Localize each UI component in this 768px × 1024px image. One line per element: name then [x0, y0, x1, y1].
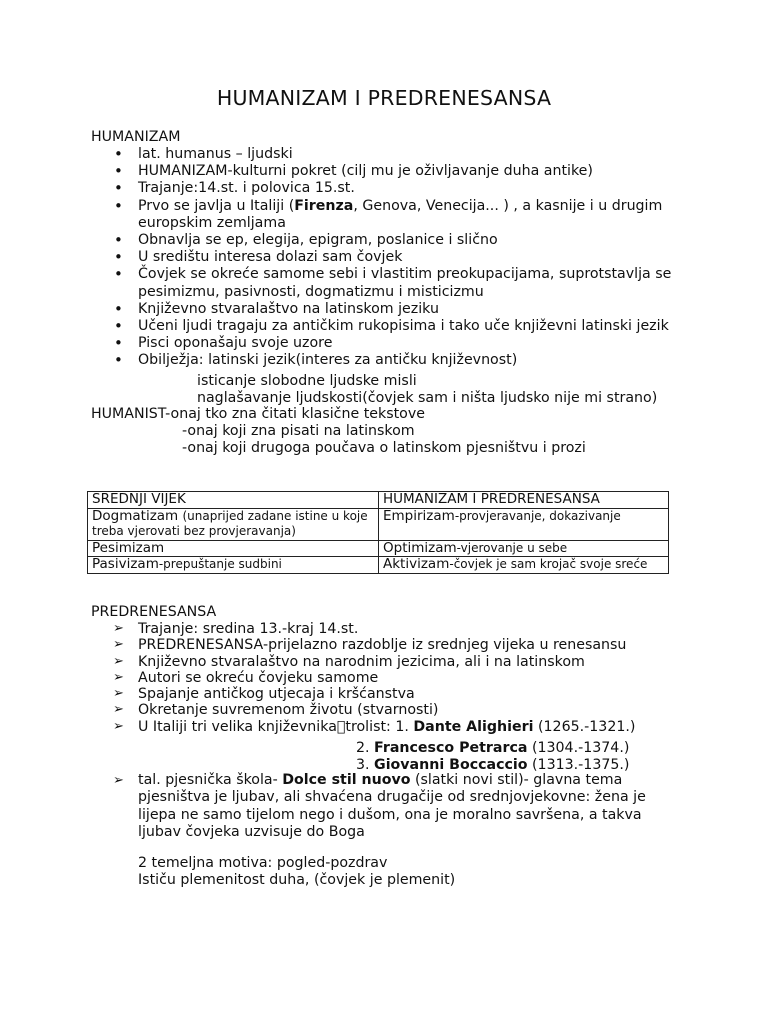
arrow-bullet-icon: ➢: [113, 669, 124, 685]
item-text: PREDRENESANSA-prijelazno razdoblje iz srednjeg vijeka u renesansu: [138, 637, 627, 654]
list-item: • Obnavlja se ep, elegija, epigram, poslanice i slično: [0, 232, 683, 249]
arrow-bullet-icon: ➢: [113, 773, 124, 788]
item-text: (slatki novi stil)- glavna tema pjesništva je ljubav, ali shvaćena drugačije od srednjovjekovne: žena je lijepa ne samo tijelom nego i dušom, ona je moralno savršena, a takva ljubav čovjeka uzvisuje do Boga: [138, 772, 646, 841]
isticu-line: Ističu plemenitost duha, (čovjek je plemenit): [138, 872, 456, 888]
author-years: (1313.-1375.): [527, 757, 630, 773]
list-item: • HUMANIZAM-kulturni pokret (cilj mu je oživljavanje duha antike): [0, 163, 683, 180]
list-item: • Književno stvaralaštvo na latinskom jeziku: [0, 301, 683, 318]
dolce-list: [0, 772, 658, 842]
cell-desc: -prepuštanje sudbini: [158, 557, 282, 571]
arrow-bullet-icon: ➢: [113, 621, 124, 636]
table-cell: [379, 508, 669, 540]
motiva-line: 2 temeljna motiva: pogled-pozdrav: [138, 855, 388, 871]
table-cell: [88, 540, 379, 557]
item-bold: Firenza: [294, 197, 354, 214]
arrow-bullet-icon: ➢: [113, 653, 124, 669]
item-text: , Genova, Venecija... ) , a kasnije i u drugim europskim zemljama: [138, 197, 663, 231]
author-name: Giovanni Boccaccio: [374, 757, 528, 773]
table-header-cell: HUMANIZAM I PREDRENESANSA: [379, 492, 669, 509]
item-text: Književno stvaralaštvo na narodnim jezicima, ali i na latinskom: [138, 653, 585, 670]
section-heading-predrenesansa: PREDRENESANSA: [91, 604, 217, 620]
table-cell: [379, 557, 669, 574]
author-years: (1265.-1321.): [533, 718, 636, 735]
arrow-bullet-icon: ➢: [113, 702, 124, 718]
item-text: tal. pjesnička škola-: [138, 772, 283, 788]
list-item: • Obilježja: latinski jezik(interes za antičku književnost): [0, 352, 683, 369]
cell-desc: -vjerovanje u sebe: [456, 540, 568, 555]
list-item: • U središtu interesa dolazi sam čovjek: [0, 249, 683, 266]
list-item: [0, 719, 683, 735]
list-item: [0, 670, 683, 686]
item-text: U Italiji tri velika književnika: [138, 718, 346, 735]
trolist-item: [356, 757, 629, 773]
trolist-num: 1.: [395, 718, 414, 735]
humanist-line: -onaj koji zna pisati na latinskom: [182, 423, 415, 439]
list-item: [0, 686, 683, 702]
list-item: [0, 772, 658, 842]
table-header-cell: SREDNJI VIJEK: [88, 492, 379, 509]
arrow-bullet-icon: ➢: [113, 637, 124, 653]
table-cell: [88, 508, 379, 540]
cell-desc: -provjeravanje, dokazivanje: [454, 508, 621, 523]
cell-term: Empirizam: [383, 507, 455, 524]
list-item: • Pisci oponašaju svoje uzore: [0, 335, 683, 352]
trolist-label: trolist:: [345, 718, 396, 735]
author-name: Francesco Petrarca: [374, 740, 528, 756]
obiljezja-line: isticanje slobodne ljudske misli: [197, 373, 417, 389]
table-cell: [88, 557, 379, 574]
humanist-definition: HUMANIST-onaj tko zna čitati klasične tekstove: [91, 406, 425, 422]
page-title: HUMANIZAM I PREDRENESANSA: [216, 86, 552, 110]
table-row: [88, 508, 669, 540]
list-item: • Trajanje:14.st. i polovica 15.st.: [0, 180, 683, 197]
cell-term: Optimizam: [383, 539, 457, 556]
table-row: [88, 557, 669, 574]
list-item: • lat. humanus – ljudski: [0, 146, 683, 163]
list-item: [0, 198, 683, 232]
section-heading-humanizam: HUMANIZAM: [91, 129, 181, 145]
cell-desc: -čovjek je sam krojač svoje sreće: [449, 557, 648, 571]
cell-desc: (unaprijed zadane istine u koje treba vjerovati bez provjeravanja): [92, 508, 368, 538]
humanizam-list: [0, 146, 683, 370]
obiljezja-line: naglašavanje ljudskosti(čovjek sam i ništa ljudsko nije mi strano): [197, 390, 658, 406]
list-item: • Čovjek se okreće samome sebi i vlastitim preokupacijama, suprotstavlja se pesimizmu, pasivnosti, dogmatizmu i misticizmu: [0, 266, 683, 300]
item-bold: Dolce stil nuovo: [282, 772, 411, 788]
item-text: Trajanje: sredina 13.-kraj 14.st.: [138, 621, 359, 637]
cell-term: Dogmatizam: [92, 507, 183, 524]
table-row: [88, 540, 669, 557]
item-text: Spajanje antičkog utjecaja i kršćanstva: [138, 686, 415, 703]
table-cell: [379, 540, 669, 557]
list-item: [0, 621, 683, 637]
trolist-item: [356, 740, 629, 756]
list-item: [0, 702, 683, 718]
table-header-row: [88, 492, 669, 509]
list-item: [0, 654, 683, 670]
cell-term: Pesimizam: [92, 539, 165, 556]
item-text: Prvo se javlja u Italiji (: [138, 197, 295, 214]
list-item: • Učeni ljudi tragaju za antičkim rukopisima i tako uče književni latinski jezik: [0, 318, 683, 335]
item-text: Okretanje suvremenom životu (stvarnosti): [138, 702, 439, 719]
list-item: [0, 637, 683, 653]
arrow-bullet-icon: ➢: [113, 718, 124, 734]
humanist-line: -onaj koji drugoga poučava o latinskom pjesništvu i prozi: [182, 440, 586, 456]
cell-term: Aktivizam: [383, 556, 450, 572]
cell-term: Pasivizam: [92, 556, 159, 572]
author-name: Dante Alighieri: [413, 718, 534, 735]
item-text: Autori se okreću čovjeku samome: [138, 669, 379, 686]
predrenesansa-list: [0, 621, 683, 735]
trolist-num: 3.: [356, 757, 375, 773]
comparison-table: [87, 491, 669, 574]
author-years: (1304.-1374.): [527, 740, 630, 756]
trolist-num: 2.: [356, 740, 375, 756]
arrow-bullet-icon: ➢: [113, 686, 124, 702]
